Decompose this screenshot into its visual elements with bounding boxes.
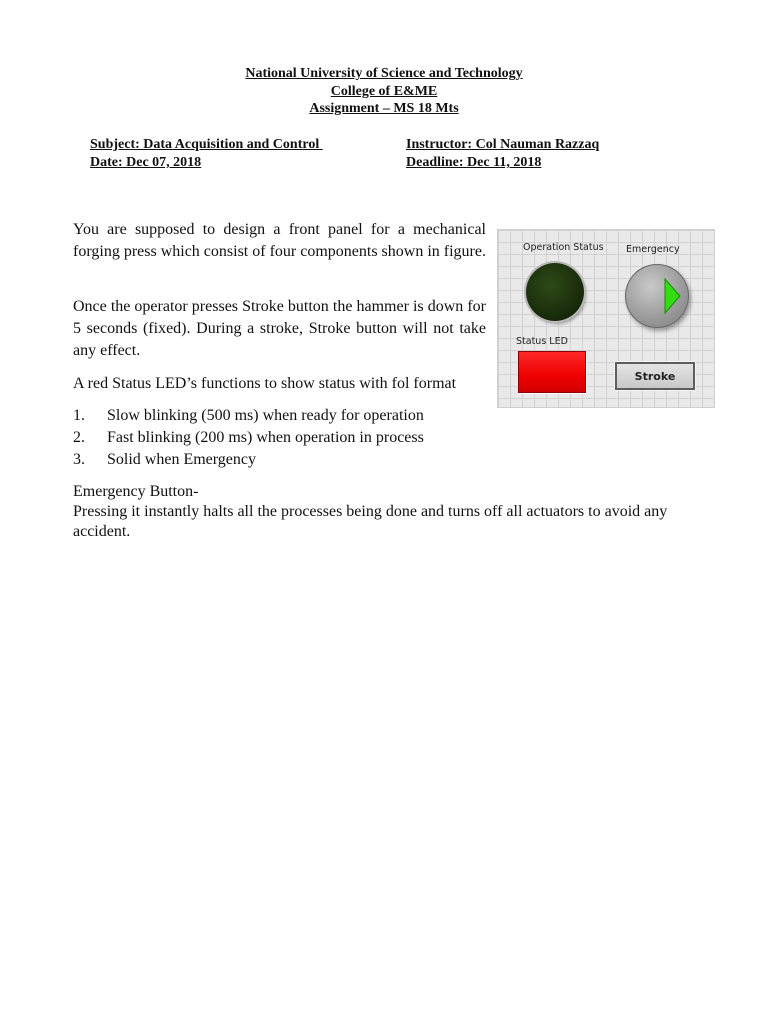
instructor-line: Instructor: Col Nauman Razzaq [406,137,600,152]
list-text: Fast blinking (200 ms) when operation in process [107,429,424,446]
university-name: National University of Science and Technology [245,66,523,81]
emergency-button[interactable] [625,264,689,328]
list-item [73,405,424,427]
assignment-title: Assignment – MS 18 Mts [309,101,459,116]
list-number: 3. [73,451,85,468]
emergency-heading: Emergency Button- [73,483,199,500]
document-header [0,65,768,118]
deadline-line: Deadline: Dec 11, 2018 [406,155,542,170]
college-name: College of E&ME [330,83,438,99]
list-number: 2. [73,429,85,446]
meta-right [406,136,599,172]
emergency-paragraph: Pressing it instantly halts all the processes being done and turns off all actuators to avoid any accident. [73,503,668,540]
list-text: Solid when Emergency [107,451,257,468]
front-panel-figure [497,229,715,408]
subject-line: Subject: Data Acquisition and Control [90,137,323,152]
meta-left [90,136,323,172]
intro-paragraph: You are supposed to design a front panel for a mechanical forging press which consist of four components shown in figure. [73,221,486,260]
list-item [73,449,424,471]
emergency-label: Emergency [626,244,680,255]
status-led-label: Status LED [516,336,568,347]
list-number: 1. [73,407,85,424]
operation-status-led [526,263,584,321]
status-led [518,351,586,393]
date-line: Date: Dec 07, 2018 [90,155,202,170]
play-triangle-icon [625,264,689,328]
status-list [73,405,424,471]
operation-status-label: Operation Status [523,242,604,253]
stroke-button[interactable]: Stroke [615,362,695,390]
stroke-paragraph: Once the operator presses Stroke button the hammer is down for 5 seconds (fixed). During a stroke, Stroke button will not take any effect. [73,298,486,359]
status-led-paragraph: A red Status LED’s functions to show status with fol format [73,375,457,392]
list-text: Slow blinking (500 ms) when ready for operation [107,407,424,424]
list-item [73,427,424,449]
